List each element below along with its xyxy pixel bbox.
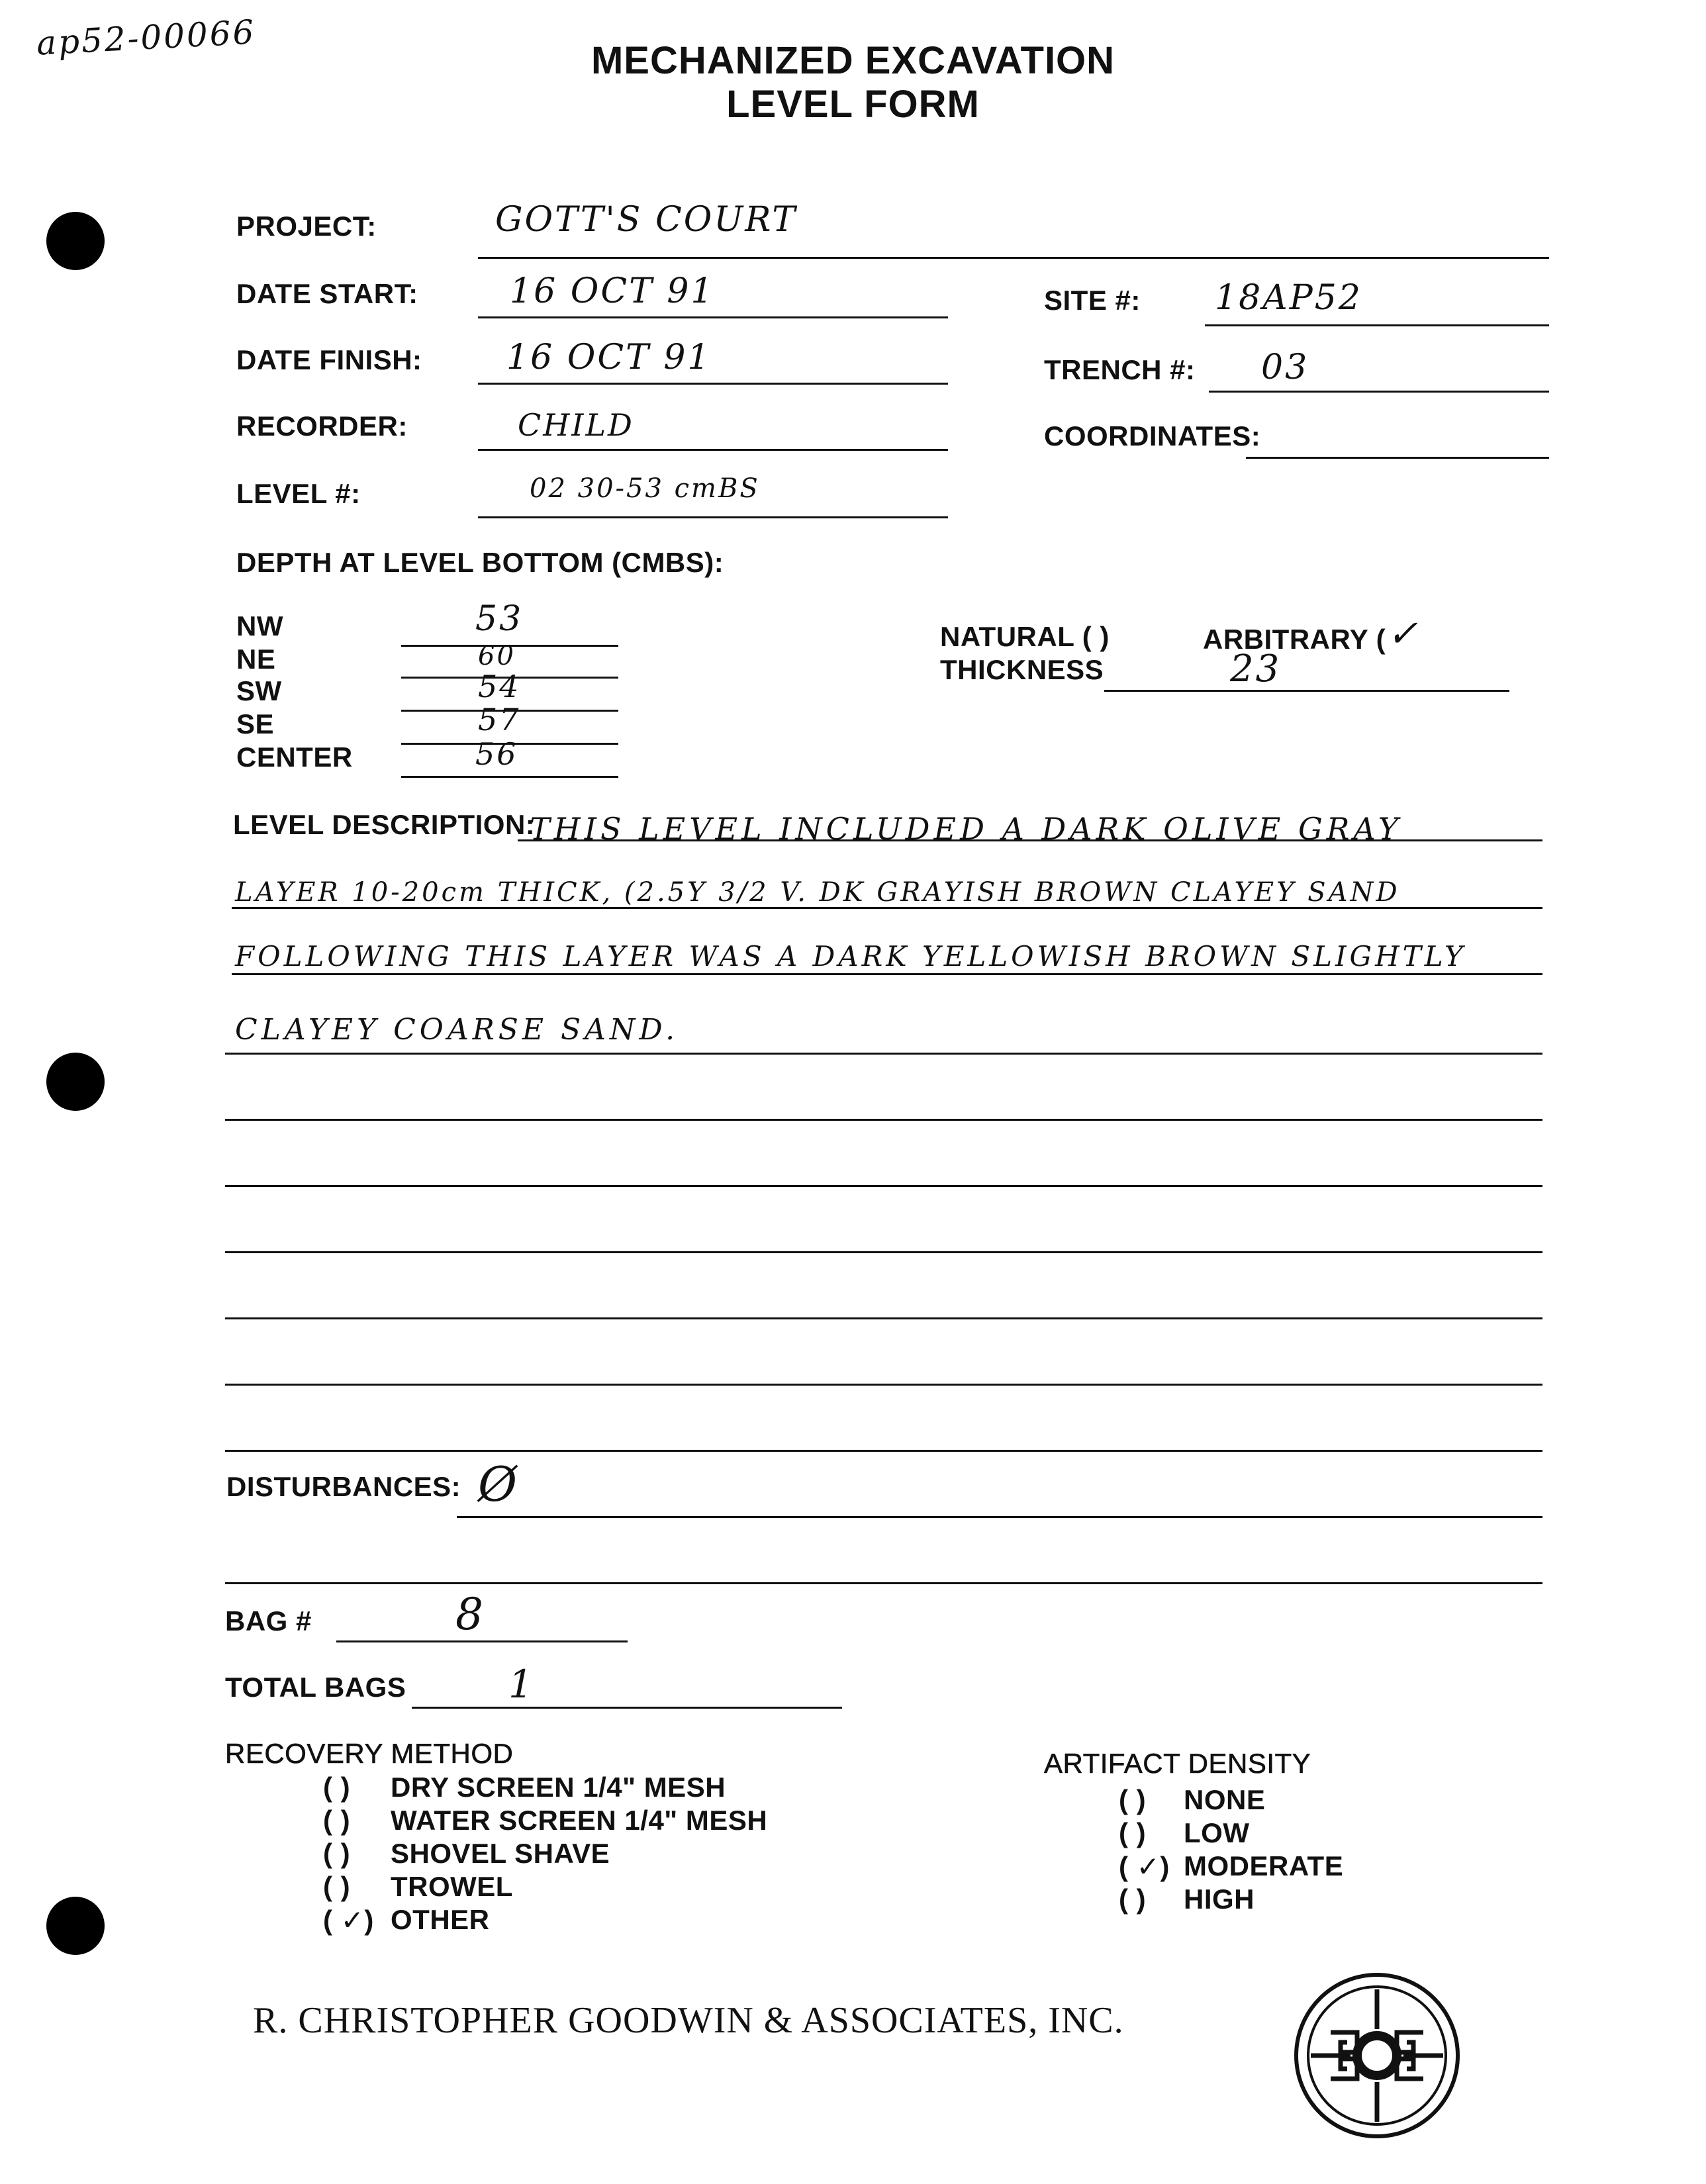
project-value[interactable]: GOTT'S COURT: [495, 200, 798, 240]
level-label: LEVEL #:: [236, 478, 361, 509]
bag-line: [336, 1640, 628, 1642]
artifact-high-label: HIGH: [1184, 1883, 1255, 1915]
artifact-none-box[interactable]: ( ): [1119, 1784, 1147, 1815]
description-text-line3[interactable]: FOLLOWING THIS LAYER WAS A DARK YELLOWISH BROWN SLIGHTLY: [235, 940, 1466, 973]
trench-line: [1209, 391, 1549, 393]
recorder-label: RECORDER:: [236, 410, 408, 442]
level-description-label: LEVEL DESCRIPTION:: [233, 809, 536, 840]
depth-center-label: CENTER: [236, 741, 353, 773]
depth-nw-value[interactable]: 53: [475, 599, 524, 639]
recovery-shovel-shave-box[interactable]: ( ): [323, 1838, 351, 1869]
depth-center-value[interactable]: 56: [475, 736, 518, 772]
depth-center-line: [401, 776, 618, 778]
footer-company-name: R. CHRISTOPHER GOODWIN & ASSOCIATES, INC.: [253, 2000, 1124, 2041]
recorder-line: [478, 449, 948, 451]
arbitrary-check-mark: ✓: [1387, 612, 1420, 655]
coordinates-line[interactable]: [1246, 457, 1549, 459]
artifact-high-box[interactable]: ( ): [1119, 1883, 1147, 1915]
date-finish-value[interactable]: 16 OCT 91: [506, 338, 712, 377]
recovery-dry-screen-label: DRY SCREEN 1/4" MESH: [391, 1772, 726, 1803]
depth-ne-label: NE: [236, 643, 276, 675]
description-line-10[interactable]: [225, 1450, 1542, 1452]
recovery-water-screen-label: WATER SCREEN 1/4" MESH: [391, 1805, 768, 1836]
depth-heading: DEPTH AT LEVEL BOTTOM (CMBS):: [236, 547, 724, 578]
disturbances-line-2[interactable]: [225, 1582, 1542, 1584]
description-line-5[interactable]: [225, 1119, 1542, 1121]
total-bags-line: [412, 1707, 842, 1709]
recovery-water-screen-box[interactable]: ( ): [323, 1805, 351, 1836]
description-line-9[interactable]: [225, 1384, 1542, 1386]
disturbances-value[interactable]: Ø: [478, 1456, 520, 1512]
site-value[interactable]: 18AP52: [1215, 278, 1362, 318]
trench-label: TRENCH #:: [1044, 354, 1196, 385]
description-line-4: [225, 1053, 1542, 1055]
level-value[interactable]: 02 30-53 cmBS: [530, 473, 760, 504]
thickness-value[interactable]: 23: [1230, 647, 1282, 690]
binder-hole-middle: [46, 1053, 105, 1111]
depth-se-value[interactable]: 57: [478, 702, 521, 737]
site-line: [1205, 324, 1549, 326]
date-start-line: [478, 316, 948, 318]
description-line-8[interactable]: [225, 1317, 1542, 1319]
description-text-line4[interactable]: CLAYEY COARSE SAND.: [235, 1013, 679, 1047]
description-line-6[interactable]: [225, 1185, 1542, 1187]
site-label: SITE #:: [1044, 285, 1141, 316]
level-line: [478, 516, 948, 518]
description-line-3: [232, 973, 1542, 975]
recovery-method-heading: RECOVERY METHOD: [225, 1738, 514, 1769]
arbitrary-option[interactable]: ARBITRARY (: [1203, 624, 1386, 655]
depth-nw-label: NW: [236, 610, 283, 641]
artifact-density-heading: ARTIFACT DENSITY: [1044, 1748, 1311, 1779]
artifact-none-label: NONE: [1184, 1784, 1266, 1815]
total-bags-value[interactable]: 1: [508, 1662, 535, 1707]
project-label: PROJECT:: [236, 211, 377, 242]
depth-se-label: SE: [236, 708, 275, 739]
trench-value[interactable]: 03: [1261, 348, 1309, 387]
total-bags-label: TOTAL BAGS: [225, 1672, 406, 1703]
bag-value[interactable]: 8: [455, 1589, 485, 1640]
date-finish-line: [478, 383, 948, 385]
disturbances-line: [457, 1516, 1542, 1518]
recorder-value[interactable]: CHILD: [518, 407, 634, 443]
description-line-7[interactable]: [225, 1251, 1542, 1253]
recovery-other-label: OTHER: [391, 1904, 490, 1935]
depth-sw-value[interactable]: 54: [478, 669, 521, 704]
description-text-line1[interactable]: THIS LEVEL INCLUDED A DARK OLIVE GRAY: [530, 811, 1403, 847]
natural-option[interactable]: NATURAL ( ): [940, 621, 1110, 652]
company-logo-icon: [1291, 1970, 1463, 2142]
description-text-line2[interactable]: LAYER 10-20cm THICK, (2.5Y 3/2 V. DK GRAYISH BROWN CLAYEY SAND: [235, 877, 1400, 908]
form-title-line2: LEVEL FORM: [726, 83, 980, 126]
thickness-line: [1104, 690, 1509, 692]
date-finish-label: DATE FINISH:: [236, 344, 422, 375]
document-id: ap52-00066: [35, 13, 257, 63]
artifact-moderate-box[interactable]: ( ✓): [1119, 1851, 1170, 1882]
date-start-value[interactable]: 16 OCT 91: [510, 271, 715, 311]
bag-label: BAG #: [225, 1605, 312, 1637]
artifact-low-label: LOW: [1184, 1817, 1250, 1848]
artifact-moderate-label: MODERATE: [1184, 1850, 1344, 1881]
recovery-other-box[interactable]: ( ✓): [323, 1905, 374, 1936]
recovery-dry-screen-box[interactable]: ( ): [323, 1772, 351, 1803]
artifact-low-box[interactable]: ( ): [1119, 1817, 1147, 1848]
disturbances-label: DISTURBANCES:: [226, 1471, 461, 1502]
thickness-label: THICKNESS: [940, 654, 1104, 685]
recovery-shovel-shave-label: SHOVEL SHAVE: [391, 1838, 610, 1869]
project-line: [478, 257, 1549, 259]
depth-ne-value[interactable]: 60: [478, 641, 516, 671]
coordinates-label: COORDINATES:: [1044, 420, 1261, 451]
form-title-line1: MECHANIZED EXCAVATION: [591, 39, 1115, 82]
depth-sw-label: SW: [236, 675, 282, 706]
recovery-trowel-box[interactable]: ( ): [323, 1871, 351, 1902]
binder-hole-bottom: [46, 1897, 105, 1955]
date-start-label: DATE START:: [236, 278, 418, 309]
binder-hole-top: [46, 212, 105, 270]
recovery-trowel-label: TROWEL: [391, 1871, 513, 1902]
